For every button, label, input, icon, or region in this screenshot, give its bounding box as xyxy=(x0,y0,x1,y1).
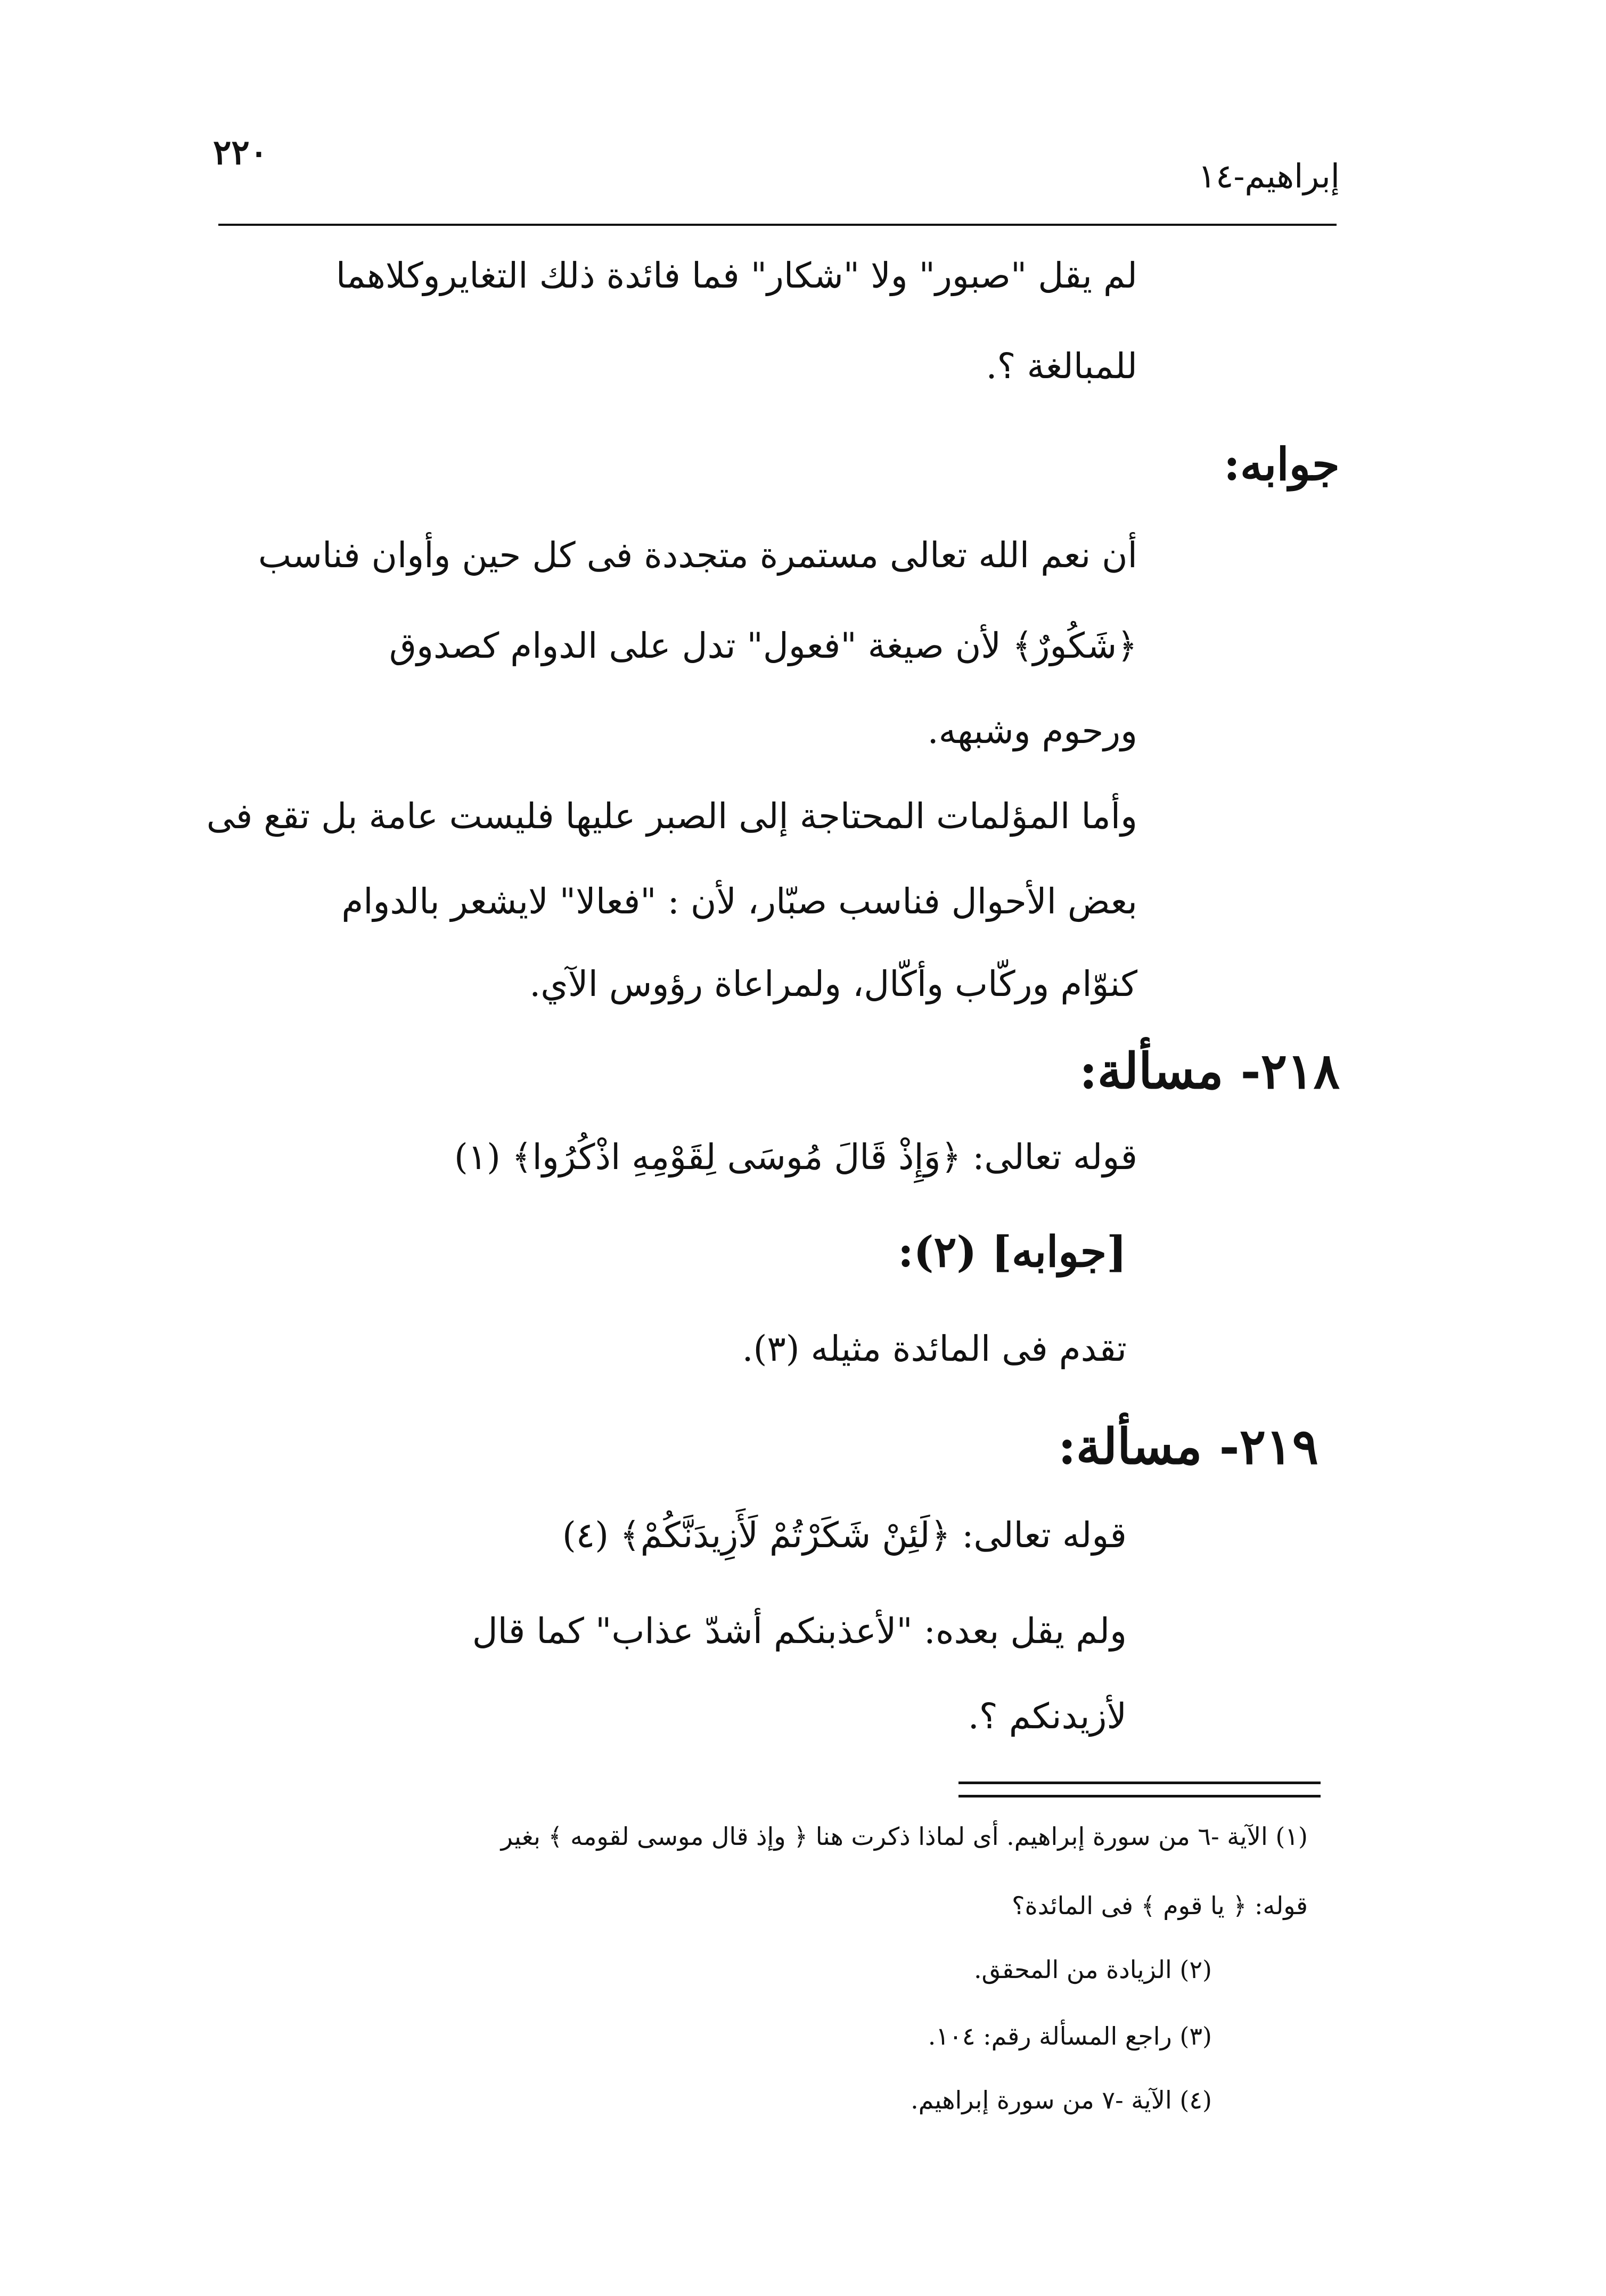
footnote-1-line-1: (١) الآية -٦ من سورة إبراهيم. أى لماذا ذكرت هنا ﴿ وإذ قال موسى لقومه ﴾ بغير xyxy=(501,1822,1308,1851)
answer1-line-2: ﴿شَكُورٌ﴾ لأن صيغة "فعول" تدل على الدوام كصدوق xyxy=(389,625,1137,666)
footnote-rule-top xyxy=(958,1782,1321,1784)
footnote-rule-bottom xyxy=(958,1795,1321,1797)
answer-label-2: [جوابه] (٢): xyxy=(898,1227,1127,1277)
answer1-line-3: ورحوم وشبهه. xyxy=(927,710,1137,751)
header-rule xyxy=(218,224,1337,226)
answer1-line-4: وأما المؤلمات المحتاجة إلى الصبر عليها فليست عامة بل تقع فى xyxy=(206,796,1137,837)
footnote-4: (٤) الآية -٧ من سورة إبراهيم. xyxy=(911,2086,1212,2114)
footnote-2: (٢) الزيادة من المحقق. xyxy=(973,1955,1212,1984)
page-number: ٢٢٠ xyxy=(213,133,268,173)
running-title: إبراهيم-١٤ xyxy=(1198,157,1340,195)
question-219-line-2: ولم يقل بعده: "لأعذبنكم أشدّ عذاب" كما قال xyxy=(472,1611,1127,1652)
answer-2-text: تقدم فى المائدة مثيله (٣). xyxy=(742,1328,1127,1369)
footnote-3: (٣) راجع المسألة رقم: ١٠٤. xyxy=(928,2022,1212,2050)
answer1-line-5: بعض الأحوال فناسب صبّار، لأن : "فعالا" لايشعر بالدوام xyxy=(341,881,1137,922)
footnote-1-line-2: قوله: ﴿ يا قوم ﴾ فى المائدة؟ xyxy=(1012,1891,1308,1920)
question-219-verse: قوله تعالى: ﴿لَئِنْ شَكَرْتُمْ لَأَزِيدَنَّكُمْ﴾ (٤) xyxy=(562,1515,1127,1556)
question-219-line-3: لأزيدنكم ؟. xyxy=(968,1696,1127,1737)
intro-line-1: لم يقل "صبور" ولا "شكار" فما فائدة ذلك التغايروكلاهما xyxy=(335,255,1137,296)
answer1-line-1: أن نعم الله تعالى مستمرة متجددة فى كل حين وأوان فناسب xyxy=(258,535,1137,576)
question-218-heading: ٢١٨- مسألة: xyxy=(1079,1042,1340,1100)
question-219-heading: ٢١٩- مسألة: xyxy=(1058,1418,1318,1475)
question-218-verse: قوله تعالى: ﴿وَإِذْ قَالَ مُوسَى لِقَوْمِهِ اذْكُرُوا﴾ (١) xyxy=(454,1137,1137,1178)
answer-label-1: جوابه: xyxy=(1223,438,1340,491)
answer1-line-6: كنوّام وركّاب وأكّال، ولمراعاة رؤوس الآي. xyxy=(529,963,1137,1004)
intro-line-2: للمبالغة ؟. xyxy=(986,346,1137,387)
